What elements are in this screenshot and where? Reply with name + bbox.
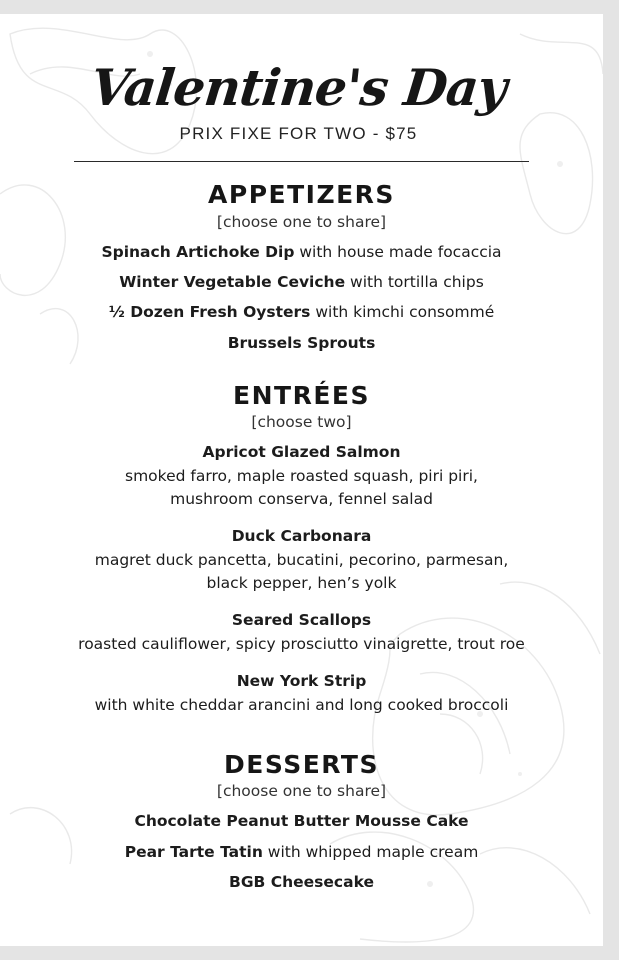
list-item: BGB Cheesecake [229,873,374,891]
entree-description: with white cheddar arancini and long cooked broccoli [94,696,509,714]
entree-name: Duck Carbonara [231,527,372,545]
appetizers-heading: APPETIZERS [208,180,395,209]
entree-description: mushroom conserva, fennel salad [170,490,433,508]
menu-subtitle: PRIX FIXE FOR TWO - $75 [179,124,418,143]
entree-description: black pepper, hen’s yolk [206,574,397,592]
desserts-heading: DESSERTS [224,750,379,779]
list-item: Pear Tarte Tatin with whipped maple cream [124,843,479,861]
menu-page [0,14,603,946]
title-divider [74,161,529,162]
entree-name: Seared Scallops [231,611,372,629]
entree-name: New York Strip [236,672,367,690]
list-item: Brussels Sprouts [227,334,376,352]
entrees-note: [choose two] [251,413,352,431]
list-item: Chocolate Peanut Butter Mousse Cake [134,812,469,830]
entree-name: Apricot Glazed Salmon [202,443,401,461]
list-item: Winter Vegetable Ceviche with tortilla chips [119,273,484,291]
menu-title: Valentine's Day [88,58,509,117]
entrees-heading: ENTRÉES [233,381,370,410]
list-item: ½ Dozen Fresh Oysters with kimchi consommé [108,303,495,321]
entree-description: roasted cauliflower, spicy prosciutto vinaigrette, trout roe [78,635,525,653]
desserts-note: [choose one to share] [216,782,387,800]
entree-description: magret duck pancetta, bucatini, pecorino, parmesan, [94,551,509,569]
appetizers-note: [choose one to share] [216,213,387,231]
list-item: Spinach Artichoke Dip with house made focaccia [101,243,502,261]
entree-description: smoked farro, maple roasted squash, piri piri, [125,467,478,485]
